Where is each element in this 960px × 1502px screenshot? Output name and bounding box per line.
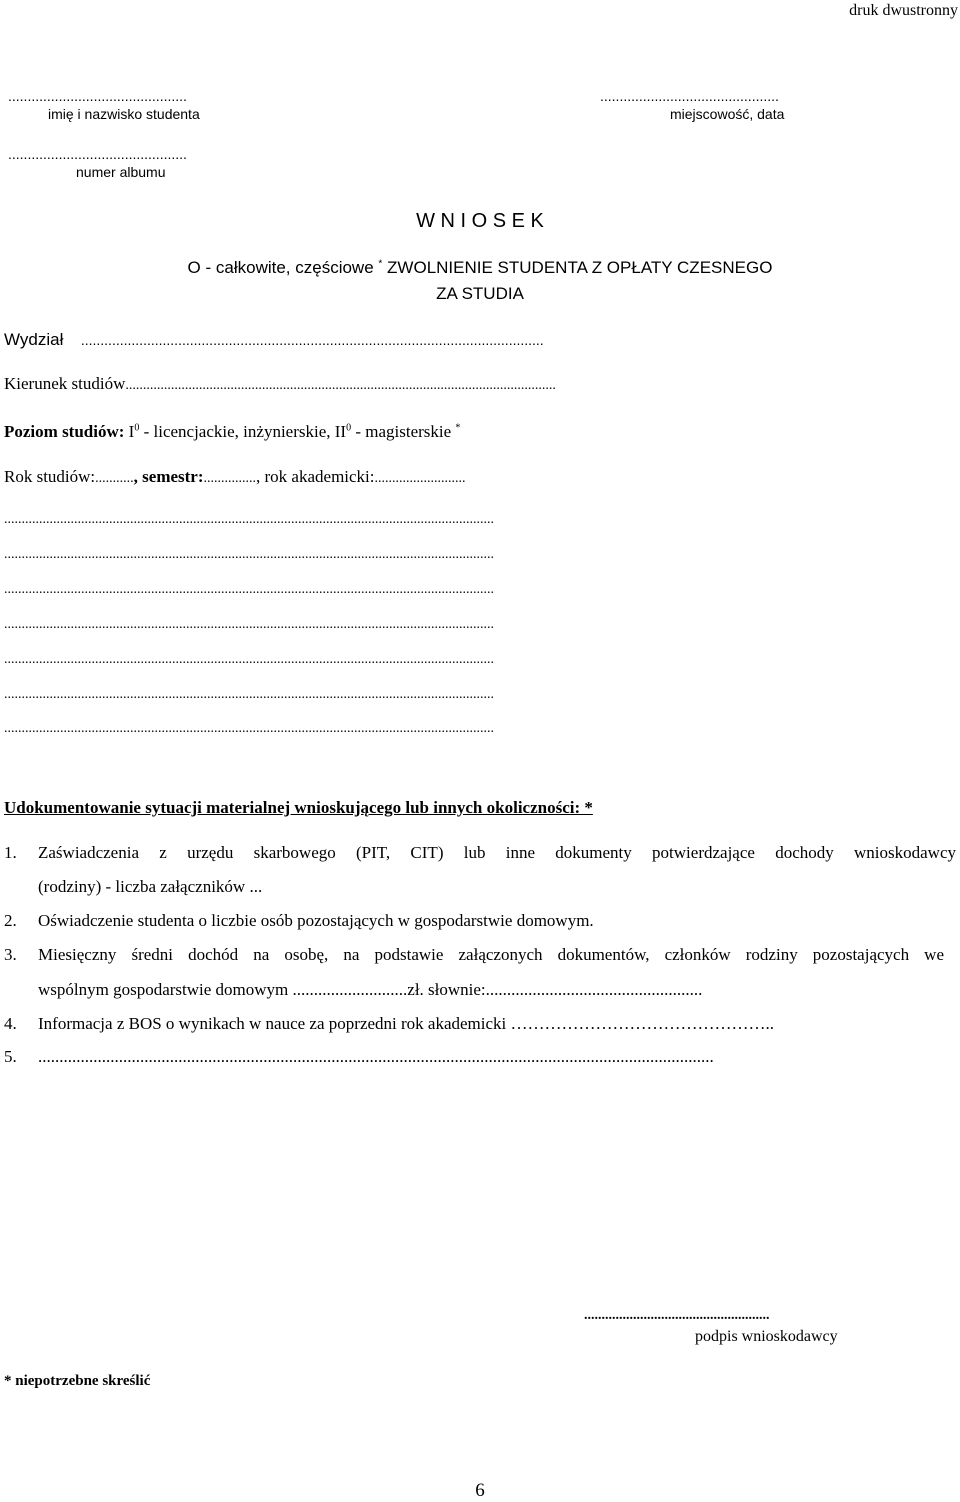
title-asterisk: * [378,258,383,270]
item-number: 2. [4,911,17,930]
level-asterisk: * [455,422,461,434]
field-of-study-label: Kierunek studiów [4,374,126,393]
academic-year-label: , rok akademicki: [256,467,375,486]
blank-line[interactable]: ............................................................................................................................................ [4,687,494,702]
blank-line[interactable]: ............................................................................................................................................ [4,512,494,527]
title-line-1-suffix: ZWOLNIENIE STUDENTA Z OPŁATY CZESNEGO [387,258,773,277]
item-2-line-1: Oświadczenie studenta o liczbie osób pozostających w gospodarstwie domowym. [38,911,594,930]
level-two-sup: 0 [346,422,352,434]
title-line-2: ZA STUDIA [436,284,524,303]
item-3-line-1: Miesięczny średni dochód na osobę, na podstawie załączonych dokumentów, członków rodziny pozostających we [38,945,944,964]
place-date-dots[interactable]: .............................................. [600,88,779,104]
study-level-row [4,422,460,442]
place-date-label: miejscowość, data [670,106,785,122]
blank-line[interactable]: ............................................................................................................................................ [4,617,494,632]
name-dots[interactable]: .............................................. [8,88,187,104]
level-one-text[interactable]: I [128,422,135,441]
blank-line[interactable]: ............................................................................................................................................ [4,652,494,667]
item-1-line-2: (rodziny) - liczba załączników ... [38,877,263,896]
year-row [4,467,466,487]
item-number: 3. [4,945,17,964]
item-number: 1. [4,843,17,862]
title-line-1-prefix: O - całkowite, częściowe [187,258,374,277]
level-two-text[interactable]: - magisterskie [355,422,452,441]
item-number: 4. [4,1014,17,1033]
academic-year-dots[interactable]: .......................... [374,471,466,486]
semester-label: , semestr: [133,467,204,486]
print-note: druk dwustronny [849,2,958,19]
blank-line[interactable]: ............................................................................................................................................ [4,547,494,562]
item-3-line-2[interactable]: wspólnym gospodarstwie domowym ...........................zł. słownie:................................................... [38,980,703,999]
level-text[interactable]: - licencjackie, inżynierskie, II [143,422,347,441]
signature-label: podpis wnioskodawcy [695,1328,838,1345]
album-label: numer albumu [76,164,166,180]
faculty-row [4,330,544,350]
blank-line[interactable]: ............................................................................................................................................ [4,721,494,736]
study-level-label: Poziom studiów: [4,422,125,441]
signature-dots[interactable]: ..................................................... [584,1308,770,1323]
field-of-study-row [4,374,556,394]
year-dots[interactable]: ........... [95,471,134,486]
item-5-line-1[interactable]: ............................................................................................................................................................... [38,1047,714,1066]
name-label: imię i nazwisko studenta [48,106,200,122]
faculty-label: Wydział [4,330,64,349]
item-1-line-1: Zaświadczenia z urzędu skarbowego (PIT, CIT) lub inne dokumenty potwierdzające dochody wnioskodawcy [38,843,956,862]
documentation-heading: Udokumentowanie sytuacji materialnej wnioskującego lub innych okoliczności: * [4,798,593,817]
item-number: 5. [4,1047,17,1066]
album-dots[interactable]: .............................................. [8,146,187,162]
semester-dots[interactable]: ............... [203,471,257,486]
footnote: * niepotrzebne skreślić [4,1373,151,1389]
document-title: W N I O S E K [416,210,544,232]
blank-line[interactable]: ............................................................................................................................................ [4,582,494,597]
level-one-sup: 0 [134,422,140,434]
title-line-1 [0,258,960,278]
faculty-dots[interactable]: ....................................................................................................................... [80,332,544,348]
year-label: Rok studiów: [4,467,96,486]
field-of-study-dots[interactable]: ........................................................................................................................... [125,378,556,393]
page-number: 6 [475,1480,485,1501]
item-4-line-1[interactable]: Informacja z BOS o wynikach w nauce za poprzedni rok akademicki ……………………………………….. [38,1014,775,1033]
